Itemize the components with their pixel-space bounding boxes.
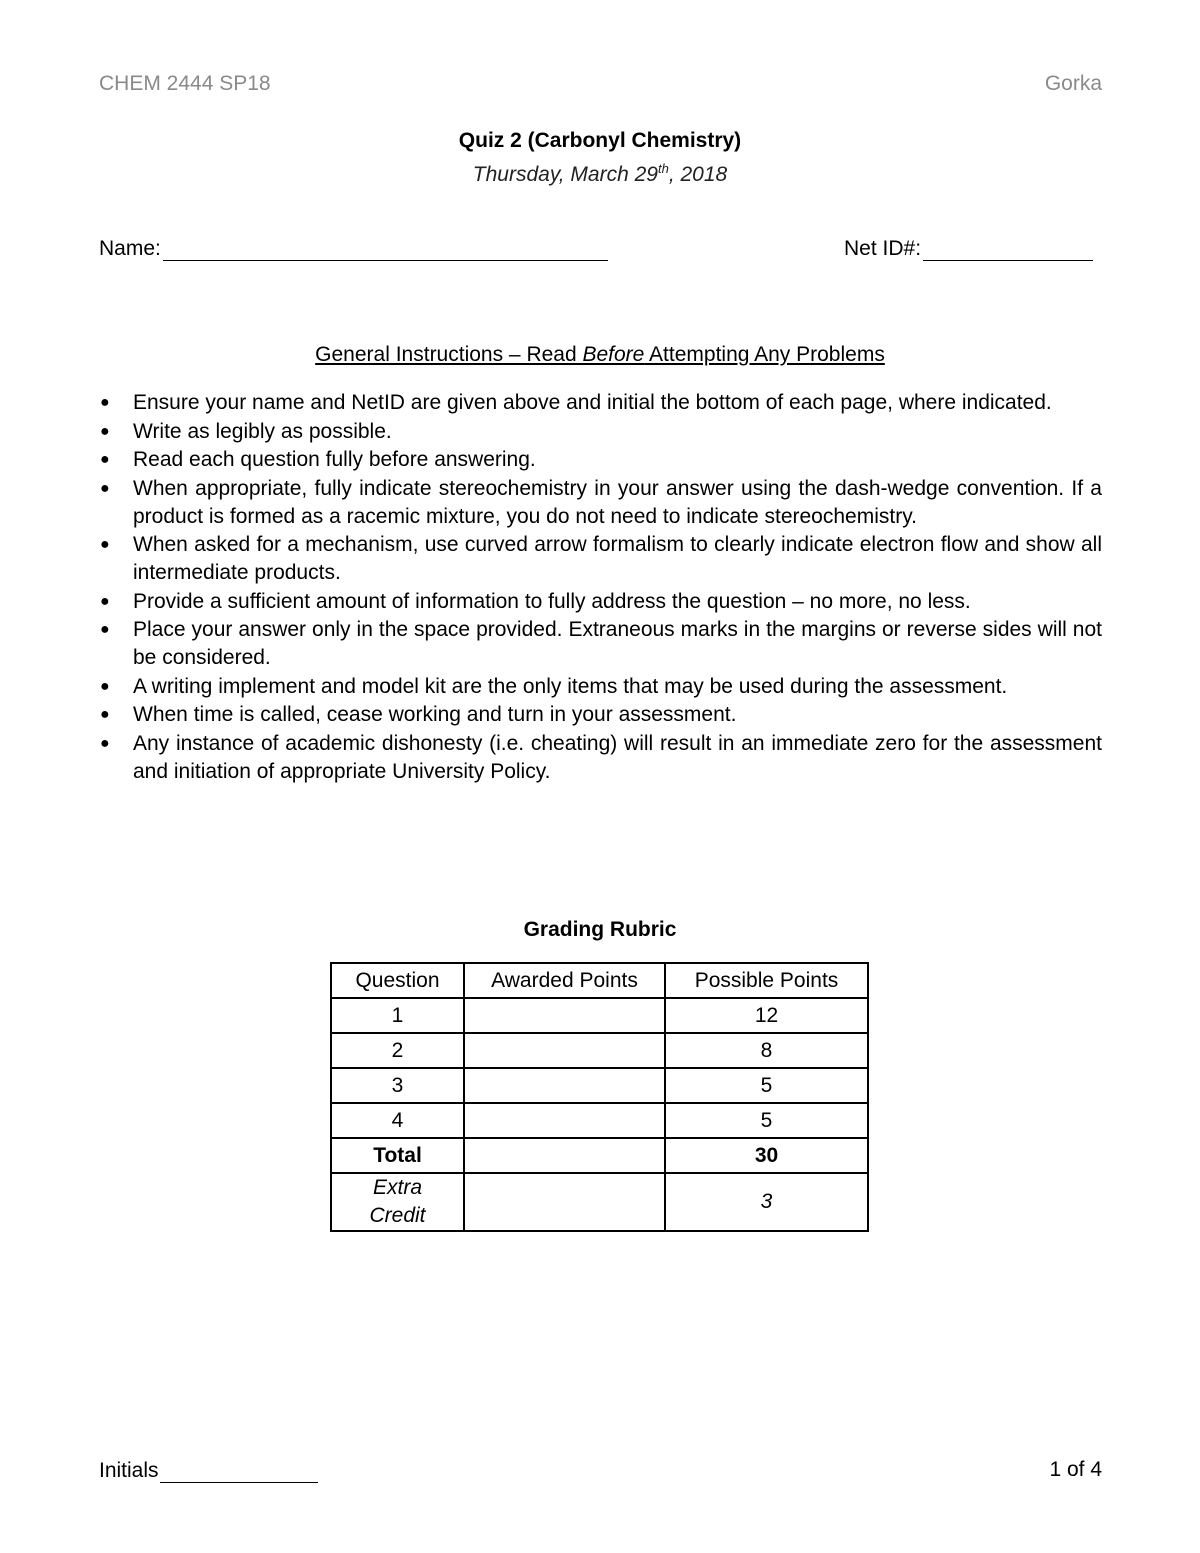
table-header-row bbox=[331, 963, 868, 998]
column-header-awarded: Awarded Points bbox=[464, 963, 665, 998]
instruction-text: Read each question fully before answering. bbox=[133, 448, 536, 471]
bullet-icon: ● bbox=[100, 677, 110, 695]
instructions-list bbox=[99, 389, 1102, 786]
netid-field[interactable] bbox=[844, 236, 1093, 261]
instruction-text: Write as legibly as possible. bbox=[133, 419, 392, 443]
instructions-heading bbox=[0, 343, 1200, 367]
page-header bbox=[99, 72, 1102, 96]
awarded-cell[interactable] bbox=[464, 1068, 665, 1103]
extra-credit-awarded-cell[interactable] bbox=[464, 1173, 665, 1231]
extra-credit-possible-cell: 3 bbox=[665, 1173, 868, 1231]
total-possible-cell: 30 bbox=[665, 1138, 868, 1173]
initials-label: Initials bbox=[99, 1459, 159, 1482]
instruction-item bbox=[99, 701, 1102, 729]
awarded-cell[interactable] bbox=[464, 1033, 665, 1068]
quiz-date-suffix: , 2018 bbox=[668, 163, 728, 186]
instructions-heading-em: Before bbox=[582, 343, 645, 366]
instruction-text: Provide a sufficient amount of information to fully address the question – no more, no less. bbox=[133, 589, 971, 613]
instruction-text: Any instance of academic dishonesty (i.e. cheating) will result in an immediate zero for the assessment and initiation of appropriate University Policy. bbox=[133, 731, 1102, 783]
instructions-heading-pre: General Instructions – Read bbox=[315, 343, 583, 366]
total-row bbox=[331, 1138, 868, 1173]
bullet-icon: ● bbox=[100, 394, 110, 411]
quiz-date bbox=[0, 155, 1200, 189]
name-field[interactable] bbox=[99, 236, 608, 261]
column-header-possible: Possible Points bbox=[665, 963, 868, 998]
name-blank-line[interactable] bbox=[163, 236, 608, 261]
instructor-name: Gorka bbox=[1044, 72, 1102, 95]
initials-blank-line[interactable] bbox=[160, 1458, 318, 1483]
table-row bbox=[331, 1033, 868, 1068]
instruction-item bbox=[99, 389, 1102, 417]
column-header-question: Question bbox=[331, 963, 464, 998]
netid-label: Net ID#: bbox=[844, 237, 922, 260]
question-cell: 1 bbox=[331, 998, 464, 1033]
bullet-icon: ● bbox=[100, 479, 110, 497]
total-label-cell: Total bbox=[331, 1138, 464, 1173]
awarded-cell[interactable] bbox=[464, 998, 665, 1033]
extra-credit-label: Extra Credit bbox=[369, 1176, 426, 1227]
question-cell: 3 bbox=[331, 1068, 464, 1103]
instruction-item bbox=[99, 588, 1102, 616]
instruction-text: Ensure your name and NetID are given above and initial the bottom of each page, where indicated. bbox=[133, 391, 1052, 414]
instruction-text: A writing implement and model kit are the only items that may be used during the assessment. bbox=[133, 674, 1008, 698]
name-label: Name: bbox=[99, 237, 161, 260]
grading-rubric-table bbox=[330, 962, 869, 1232]
instruction-text: Place your answer only in the space provided. Extraneous marks in the margins or reverse sides will not be considered. bbox=[133, 618, 1102, 669]
id-row bbox=[99, 236, 1102, 266]
initials-field[interactable] bbox=[99, 1458, 318, 1483]
instruction-text: When asked for a mechanism, use curved arrow formalism to clearly indicate electron flow and show all intermediate products. bbox=[133, 533, 1102, 584]
possible-cell: 12 bbox=[665, 998, 868, 1033]
instruction-text: When time is called, cease working and turn in your assessment. bbox=[133, 703, 737, 726]
page-footer bbox=[99, 1458, 1102, 1483]
bullet-icon: ● bbox=[100, 734, 110, 752]
total-awarded-cell[interactable] bbox=[464, 1138, 665, 1173]
extra-credit-label-cell bbox=[331, 1173, 464, 1231]
bullet-icon: ● bbox=[100, 706, 110, 723]
page-number: 1 of 4 bbox=[1049, 1458, 1102, 1481]
quiz-date-sup: th bbox=[657, 161, 669, 176]
table-row bbox=[331, 1068, 868, 1103]
question-cell: 2 bbox=[331, 1033, 464, 1068]
course-code: CHEM 2444 SP18 bbox=[99, 72, 271, 95]
instruction-item bbox=[99, 673, 1102, 701]
rubric-title: Grading Rubric bbox=[523, 918, 677, 941]
instruction-item bbox=[99, 616, 1102, 672]
instruction-item bbox=[99, 475, 1102, 531]
instruction-item bbox=[99, 531, 1102, 587]
bullet-icon: ● bbox=[100, 422, 110, 440]
possible-cell: 8 bbox=[665, 1033, 868, 1068]
question-cell: 4 bbox=[331, 1103, 464, 1138]
quiz-date-prefix: Thursday, March 29 bbox=[472, 163, 658, 186]
bullet-icon: ● bbox=[100, 451, 110, 468]
bullet-icon: ● bbox=[100, 536, 110, 553]
instruction-item bbox=[99, 446, 1102, 474]
table-row bbox=[331, 1103, 868, 1138]
instruction-item bbox=[99, 418, 1102, 446]
title-block bbox=[0, 127, 1200, 189]
table-row bbox=[331, 998, 868, 1033]
instruction-item bbox=[99, 730, 1102, 786]
bullet-icon: ● bbox=[100, 621, 110, 638]
awarded-cell[interactable] bbox=[464, 1103, 665, 1138]
possible-cell: 5 bbox=[665, 1103, 868, 1138]
possible-cell: 5 bbox=[665, 1068, 868, 1103]
instruction-text: When appropriate, fully indicate stereochemistry in your answer using the dash-wedge convention. If a product is formed as a racemic mixture, you do not need to indicate stereochemistry. bbox=[133, 476, 1102, 528]
extra-credit-row bbox=[331, 1173, 868, 1231]
netid-blank-line[interactable] bbox=[923, 236, 1093, 261]
instructions-heading-post: Attempting Any Problems bbox=[644, 343, 885, 366]
bullet-icon: ● bbox=[100, 592, 110, 610]
quiz-title: Quiz 2 (Carbonyl Chemistry) bbox=[458, 129, 742, 152]
